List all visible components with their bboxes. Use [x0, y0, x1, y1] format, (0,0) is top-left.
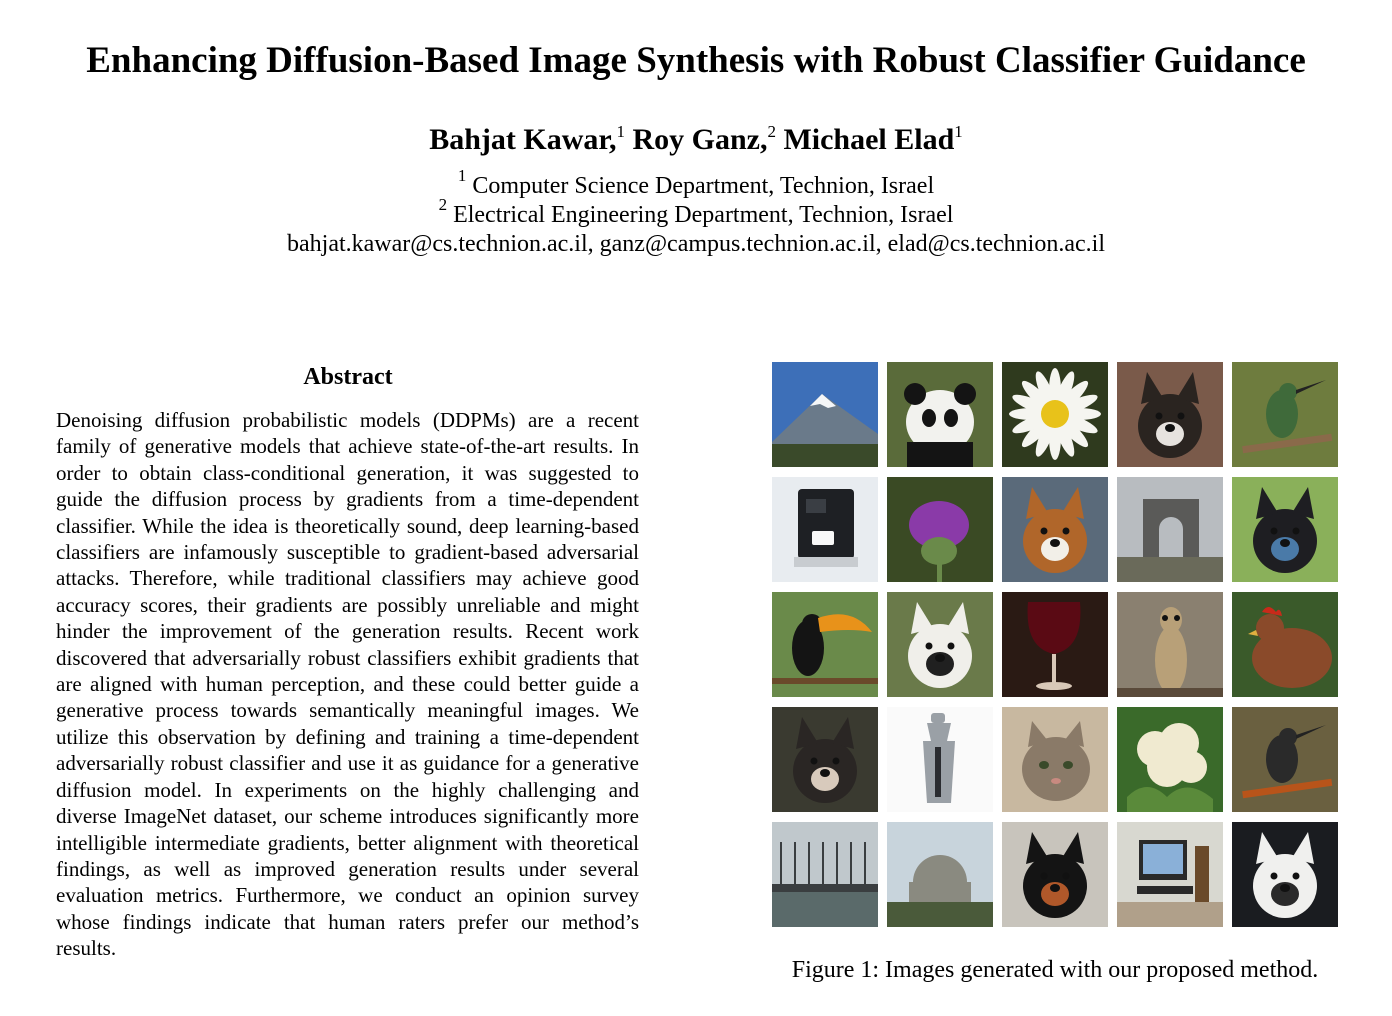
cauliflower-icon [1117, 707, 1223, 812]
affiliation-mark: 2 [438, 195, 448, 214]
figure-image-meerkat [1117, 592, 1223, 697]
figure-image-toucan [772, 592, 878, 697]
thistle-icon [887, 477, 993, 582]
arch-icon [1117, 477, 1223, 582]
dog-icon [1002, 822, 1108, 927]
affiliation-line [0, 195, 1392, 230]
author-name: Bahjat Kawar, [429, 123, 617, 156]
author-name: Roy Ganz, [632, 123, 768, 156]
figure-image-hummingbird [1232, 362, 1338, 467]
figure-image-malamute [772, 707, 878, 812]
meerkat-icon [1117, 592, 1223, 697]
author-affiliation-mark: 1 [616, 122, 625, 141]
hen-icon [1232, 592, 1338, 697]
author-list [0, 120, 1392, 160]
figure-image-observatory [887, 822, 993, 927]
dome-icon [887, 822, 993, 927]
figure-image-thistle [887, 477, 993, 582]
pier-icon [772, 822, 878, 927]
affiliation-text: Computer Science Department, Technion, Israel [472, 173, 935, 199]
author-name: Michael Elad [783, 123, 955, 156]
affiliation-line [0, 166, 1392, 201]
toucan-icon [772, 592, 878, 697]
figure-image-tabby-cat [1002, 707, 1108, 812]
author-emails: bahjat.kawar@cs.technion.ac.il, ganz@campus.technion.ac.il, elad@cs.technion.ac.il [287, 231, 1105, 257]
figure-image-hen [1232, 592, 1338, 697]
figure-image-desktop-computer [1117, 822, 1223, 927]
figure-image-panda [887, 362, 993, 467]
cat-icon [1002, 707, 1108, 812]
figure-image-running-dog [1232, 477, 1338, 582]
bird-icon [1232, 362, 1338, 467]
abstract-text: Denoising diffusion probabilistic models (DDPMs) are a recent family of generative models that achieve state-of-the-art results. In order to obtain class-conditional generation, it was suggested to guide the diffusion process by gradients from a time-dependent classifier. While the idea is theoretically sound, deep learning-based classifiers are infamously susceptible to gradient-based adversarial attacks. Therefore, while traditional classifiers may achieve good accuracy scores, their gradients are possibly unreliable and might hinder the improvement of the generation results. Recent work discovered that adversarially robust classifiers exhibit gradients that are aligned with human perception, and these could better guide a generative process towards semantically meaningful images. We utilize this observation by defining and training a time-dependent adversarially robust classifier and use it as guidance for a generative diffusion model. In experiments on the highly challenging and diverse ImageNet dataset, our scheme introduces significantly more intelligible intermediate gradients, better alignment with theoretical findings, as well as improved generation results under several evaluation metrics. Furthermore, we conduct an opinion survey whose findings indicate that human raters prefer our method’s results. [56, 408, 639, 961]
figure-image-daisy [1002, 362, 1108, 467]
flower-icon [1002, 362, 1108, 467]
figure-image-triumphal-arch [1117, 477, 1223, 582]
mountain-icon [772, 362, 878, 467]
figure-image-cauliflower [1117, 707, 1223, 812]
figure-image-red-wine-glass [1002, 592, 1108, 697]
figure-image-pier [772, 822, 878, 927]
abstract-heading: Abstract [303, 364, 393, 390]
wine-glass-icon [1002, 592, 1108, 697]
dog-icon [887, 592, 993, 697]
dog-icon [1232, 477, 1338, 582]
figure-image-grid [772, 362, 1338, 926]
figure-caption: Figure 1: Images generated with our proposed method. [791, 957, 1319, 983]
paper-title: Enhancing Diffusion-Based Image Synthesis with Robust Classifier Guidance [86, 40, 1306, 81]
figure-image-shih-tzu [1232, 822, 1338, 927]
dog-icon [1117, 362, 1223, 467]
author-affiliation-mark: 2 [767, 122, 776, 141]
author-affiliation-mark: 1 [954, 122, 963, 141]
figure-image-espresso-machine [772, 477, 878, 582]
bird-icon [1232, 707, 1338, 812]
figure-image-husky [1117, 362, 1223, 467]
figure-image-robin [1232, 707, 1338, 812]
figure-image-basenji [1002, 477, 1108, 582]
figure-image-cocktail-shaker [887, 707, 993, 812]
dog-icon [1232, 822, 1338, 927]
dog-icon [1002, 477, 1108, 582]
panda-icon [887, 362, 993, 467]
figure-image-west-highland-terrier [887, 592, 993, 697]
figure-image-mountain [772, 362, 878, 467]
affiliation-mark: 1 [457, 166, 467, 185]
shaker-icon [887, 707, 993, 812]
computer-icon [1117, 822, 1223, 927]
figure-image-bernese-mountain-dog [1002, 822, 1108, 927]
dog-icon [772, 707, 878, 812]
coffee-machine-icon [772, 477, 878, 582]
affiliation-text: Electrical Engineering Department, Technion, Israel [453, 202, 954, 228]
